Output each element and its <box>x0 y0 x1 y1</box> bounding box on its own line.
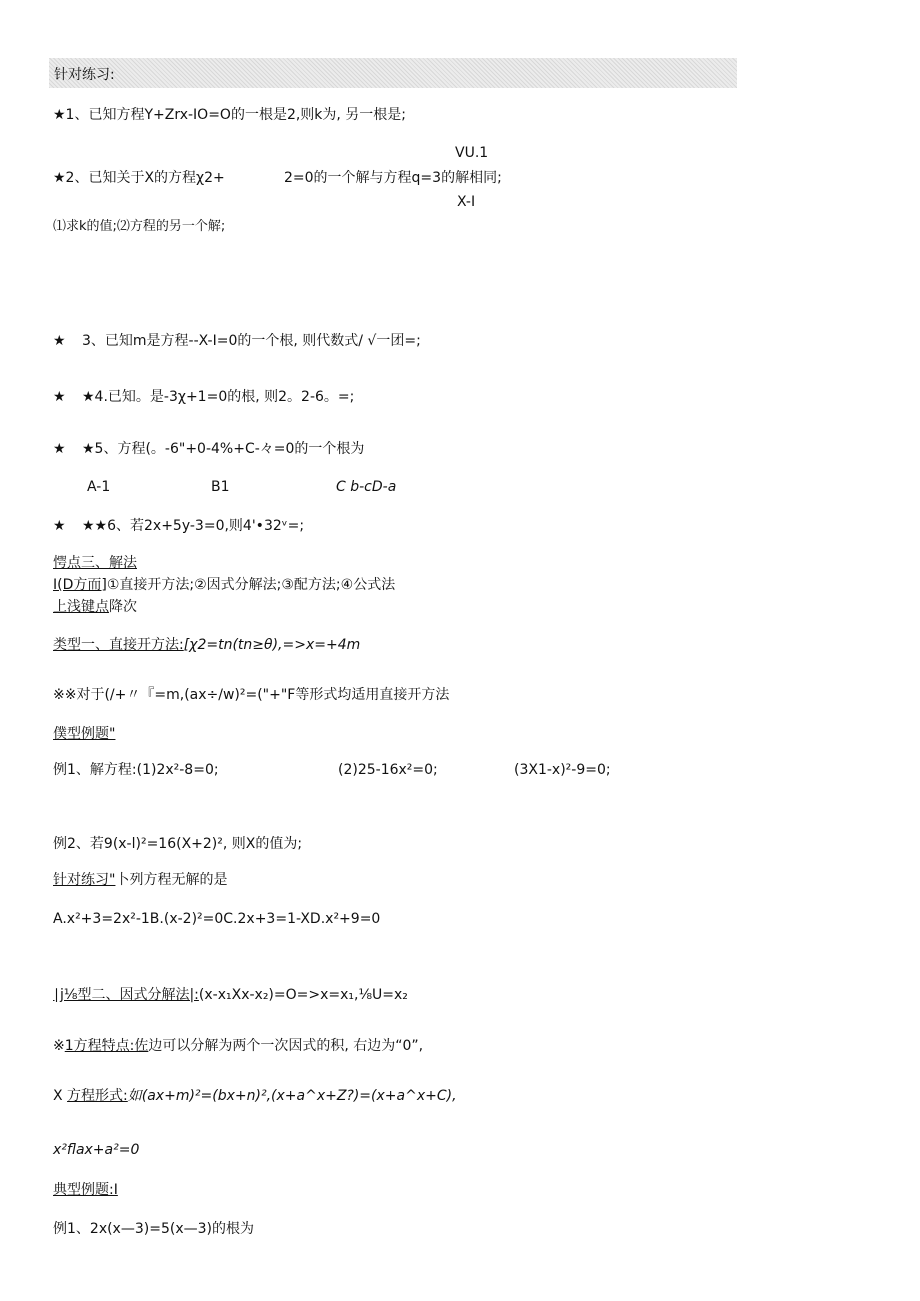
question-3: 3、已知m是方程--X-I=0的一个根, 则代数式/ √一团=; <box>82 333 421 349</box>
question-5-option-b: B1 <box>211 479 230 495</box>
example-1-part-3: (3X1-x)²-9=0; <box>514 762 611 778</box>
type-1-line <box>53 635 360 655</box>
header-title: 针对练习: <box>54 67 115 83</box>
type-1-examples-label: 僕型例题" <box>53 726 116 742</box>
type-2-form-line-2: x²flax+a²=0 <box>53 1142 140 1158</box>
practice-line <box>53 870 227 890</box>
key-line <box>53 597 137 617</box>
question-5: ★5、方程(。-6"+0-4%+C-々=0的一个根为 <box>82 441 365 457</box>
type-2-formula: (x-x₁Xx-x₂)=O=>x=x₁,⅛U=x₂ <box>198 987 408 1003</box>
type-2-form-label: 方程形式: <box>67 1088 128 1104</box>
type-2-example-1: 例1、2x(x—3)=5(x—3)的根为 <box>53 1221 254 1237</box>
methods-line <box>53 575 395 595</box>
type-2-form-prefix: X <box>53 1088 63 1104</box>
question-2-sub: ⑴求k的值;⑵方程的另一个解; <box>53 219 226 234</box>
practice-label: 针对练习" <box>53 872 116 888</box>
type-1-label: 类型一、直接开方法: <box>53 637 184 653</box>
type-2-form-text: 如(ax+m)²=(bx+n)²,(x+a^x+Z?)=(x+a^x+C), <box>127 1088 457 1104</box>
practice-text: 卜列方程无解的是 <box>115 872 228 888</box>
type-1-note: ※※对于(/+〃『=m,(ax÷/w)²=("+"F等形式均适用直接开方法 <box>53 687 450 703</box>
question-2-fraction-top: VU.1 <box>455 145 489 161</box>
question-6-star: ★ <box>53 518 66 534</box>
question-1: ★1、已知方程Y+Zrx-IO=O的一根是2,则k为, 另一根是; <box>53 107 407 123</box>
question-2-mid: 2=0的一个解与方程q=3的解相同; <box>284 170 502 186</box>
type-1-formula: [χ2=tn(tn≥θ),=>x=+4m <box>183 637 361 653</box>
question-2 <box>53 168 225 188</box>
type-2-feature <box>53 1036 423 1056</box>
type-2-form <box>53 1086 457 1106</box>
section-title: 愕点三、解法 <box>53 555 137 571</box>
type-2-examples-label: 典型例题:I <box>53 1182 118 1198</box>
methods-label: I(D方而] <box>53 577 107 593</box>
question-2-fraction-bottom: X-I <box>457 194 476 210</box>
type-2-line <box>53 985 408 1005</box>
type-2-label: ∣j⅛型二、因式分解法|: <box>53 987 199 1003</box>
example-2: 例2、若9(x-l)²=16(X+2)², 则X的值为; <box>53 836 303 852</box>
question-4: ★4.已知。是-3χ+1=0的根, 则2。2-6。=; <box>82 389 355 405</box>
header-bar <box>49 58 737 88</box>
question-4-star: ★ <box>53 389 66 405</box>
methods-text: ①直接开方法;②因式分解法;③配方法;④公式法 <box>106 577 396 593</box>
question-2-main: ★2、已知关于X的方程χ2+ <box>53 170 225 186</box>
question-5-star: ★ <box>53 441 66 457</box>
type-2-feature-label: 1方程特点:佐 <box>64 1038 149 1054</box>
type-2-feature-text: 边可以分解为两个一次因式的积, 右边为“0”, <box>148 1038 424 1054</box>
question-5-option-c: C b-cD-a <box>336 479 397 495</box>
key-label: 上浅键点 <box>53 599 109 615</box>
practice-options: A.x²+3=2x²-1B.(x-2)²=0C.2x+3=1-XD.x²+9=0 <box>53 911 381 927</box>
type-2-feature-prefix: ※ <box>53 1038 65 1054</box>
example-1-part-2: (2)25-16x²=0; <box>338 762 438 778</box>
example-1-part-1: 例1、解方程:(1)2x²-8=0; <box>53 762 219 778</box>
question-3-star: ★ <box>53 333 66 349</box>
key-text: 降次 <box>109 599 137 615</box>
question-5-option-a: A-1 <box>87 479 111 495</box>
question-6: ★★6、若2x+5y-3=0,则4'•32ᵛ=; <box>82 518 305 534</box>
